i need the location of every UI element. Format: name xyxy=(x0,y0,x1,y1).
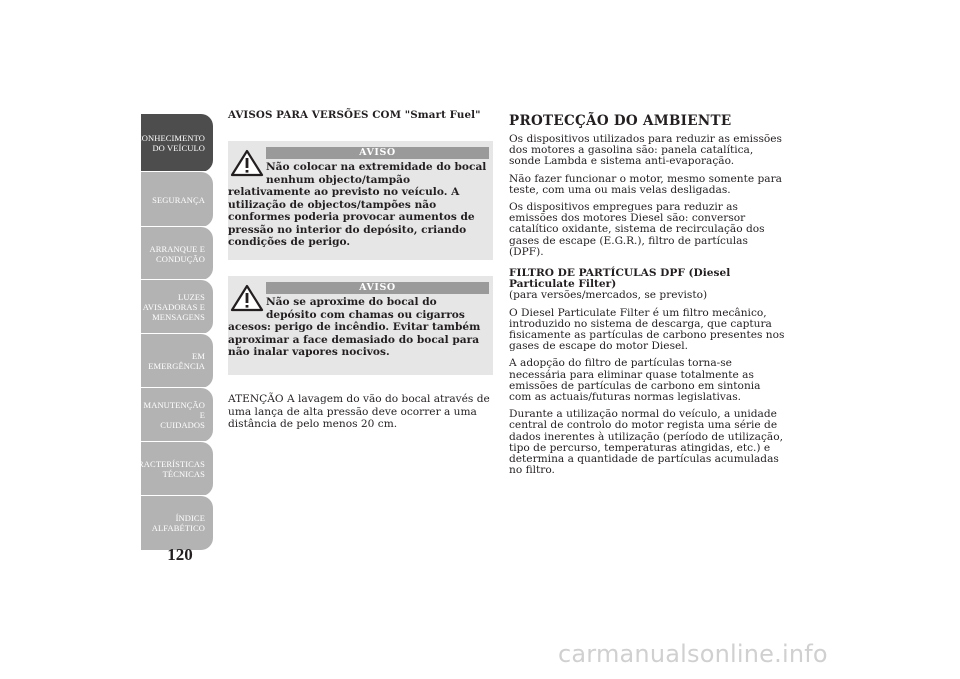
warning-label: AVISO xyxy=(266,282,489,294)
tab-seguranca[interactable]: SEGURANÇA xyxy=(141,172,213,227)
paragraph: Os dispositivos empregues para reduzir as emissões dos motores Diesel são: conversor catalítico oxidante, sistema de recirculação dos gases de escape (E.G.R.), filtro de partículas (DPF). xyxy=(509,201,765,258)
warning-label: AVISO xyxy=(266,147,489,159)
tab-luzes-avisadoras[interactable]: LUZES AVISADORAS E MENSAGENS xyxy=(141,280,213,334)
warning-box-1 xyxy=(228,141,493,260)
warning-text: Não se aproxime do bocal do depósito com chamas ou cigarros acesos: perigo de incêndio. Evitar também aproximar a face demasiado do bocal para não inalar vapores nocivos. xyxy=(228,296,481,358)
paragraph: Não fazer funcionar o motor, mesmo somente para teste, com uma ou mais velas desligadas. xyxy=(509,172,782,196)
warning-text: Não colocar na extremidade do bocal nenhum objecto/tampão relativamente ao previsto no veículo. A utilização de objectos/tampões não conformes poderia provocar aumentos de pressão no interior do depósito, criando condições de perigo. xyxy=(228,161,487,248)
warning-box-2 xyxy=(228,276,493,375)
attention-note: ATENÇÃO A lavagem do vão do bocal através de uma lança de alta pressão deve ocorrer a uma distância de pelo menos 20 cm. xyxy=(228,393,490,430)
paragraph: Os dispositivos utilizados para reduzir as emissões dos motores a gasolina são: panela catalítica, sonde Lambda e sistema anti-evaporação. xyxy=(509,133,782,168)
section-title: PROTECÇÃO DO AMBIENTE xyxy=(509,113,732,129)
tab-indice-alfabetico[interactable]: ÍNDICE ALFABÉTICO xyxy=(141,496,213,550)
section-heading-smart-fuel: AVISOS PARA VERSÕES COM "Smart Fuel" xyxy=(228,109,481,121)
tab-manutencao-e-cuidados[interactable]: MANUTENÇÃO E CUIDADOS xyxy=(141,388,213,442)
paragraph: Durante a utilização normal do veículo, a unidade central de controlo do motor regista uma série de dados inerentes à utilização (período de utilização, tipo de percurso, temperaturas atingidas, etc.) e determina a quantidade de partículas acumuladas no filtro. xyxy=(509,408,783,477)
dpf-note: (para versões/mercados, se previsto) xyxy=(509,289,708,302)
tab-arranque-e-conducao[interactable]: ARRANQUE E CONDUÇÃO xyxy=(141,227,213,280)
tab-conhecimento-do-veiculo[interactable]: CONHECIMENTO DO VEÍCULO xyxy=(141,114,213,172)
paragraph: O Diesel Particulate Filter é um filtro mecânico, introduzido no sistema de descarga, que captura fisicamente as partículas de carbono presentes nos gases de escape do motor Diesel. xyxy=(509,306,785,353)
watermark: carmanualsonline.info xyxy=(558,640,828,668)
dpf-subheading: FILTRO DE PARTÍCULAS DPF (Diesel Particulate Filter) xyxy=(509,267,731,291)
tab-em-emergencia[interactable]: EM EMERGÊNCIA xyxy=(141,334,213,388)
tab-caracteristicas-tecnicas[interactable]: CARACTERÍSTICAS TÉCNICAS xyxy=(141,442,213,496)
paragraph: A adopção do filtro de partículas torna-se necessária para eliminar quase totalmente as emissões de partículas de carbono em sintonia com as actuais/futuras normas legislativas. xyxy=(509,357,761,404)
environment-section xyxy=(509,113,785,482)
page-number: 120 xyxy=(167,545,193,564)
